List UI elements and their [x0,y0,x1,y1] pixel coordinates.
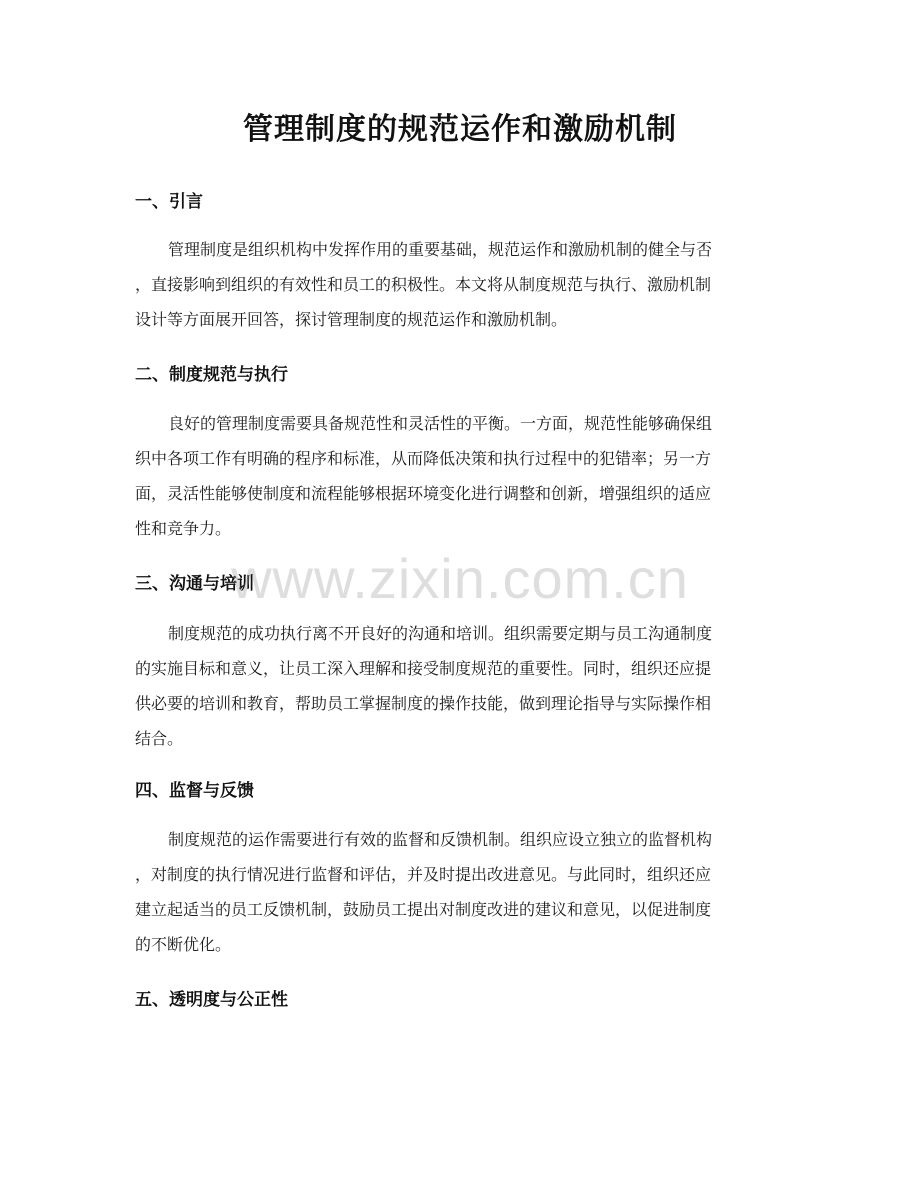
paragraph-line: ，直接影响到组织的有效性和员工的积极性。本文将从制度规范与执行、激励机制 [135,275,712,294]
section-heading-5: 五、透明度与公正性 [135,990,288,1010]
paragraph-line: 建立起适当的员工反馈机制，鼓励员工提出对制度改进的建议和意见，以促进制度 [135,900,712,919]
section-heading-1: 一、引言 [135,192,203,212]
document-title: 管理制度的规范运作和激励机制 [243,112,677,147]
paragraph-line: 良好的管理制度需要具备规范性和灵活性的平衡。一方面，规范性能够确保组 [168,414,713,433]
section-heading-4: 四、监督与反馈 [135,781,254,801]
section-paragraph-2 [135,406,785,546]
paragraph-line: 制度规范的成功执行离不开良好的沟通和培训。组织需要定期与员工沟通制度 [168,624,713,643]
watermark: www.zixin.com.cn [231,547,689,610]
paragraph-line: 制度规范的运作需要进行有效的监督和反馈机制。组织应设立独立的监督机构 [168,830,713,849]
paragraph-line: 设计等方面展开回答，探讨管理制度的规范运作和激励机制。 [135,310,568,329]
paragraph-line: 管理制度是组织机构中发挥作用的重要基础，规范运作和激励机制的健全与否 [168,240,713,259]
section-paragraph-4 [135,822,785,962]
paragraph-line: 供必要的培训和教育，帮助员工掌握制度的操作技能，做到理论指导与实际操作相 [135,694,712,713]
paragraph-line: 的实施目标和意义，让员工深入理解和接受制度规范的重要性。同时，组织还应提 [135,659,712,678]
section-paragraph-3 [135,616,785,756]
paragraph-line: 性和竞争力。 [135,519,232,538]
paragraph-line: 的不断优化。 [135,935,232,954]
section-heading-2: 二、制度规范与执行 [135,365,288,385]
paragraph-line: 结合。 [135,729,184,748]
section-paragraph-1 [135,232,785,337]
paragraph-line: ，对制度的执行情况进行监督和评估，并及时提出改进意见。与此同时，组织还应 [135,865,712,884]
paragraph-line: 面，灵活性能够使制度和流程能够根据环境变化进行调整和创新，增强组织的适应 [135,484,712,503]
section-heading-3: 三、沟通与培训 [135,574,254,594]
paragraph-line: 织中各项工作有明确的程序和标准，从而降低决策和执行过程中的犯错率；另一方 [135,449,712,468]
